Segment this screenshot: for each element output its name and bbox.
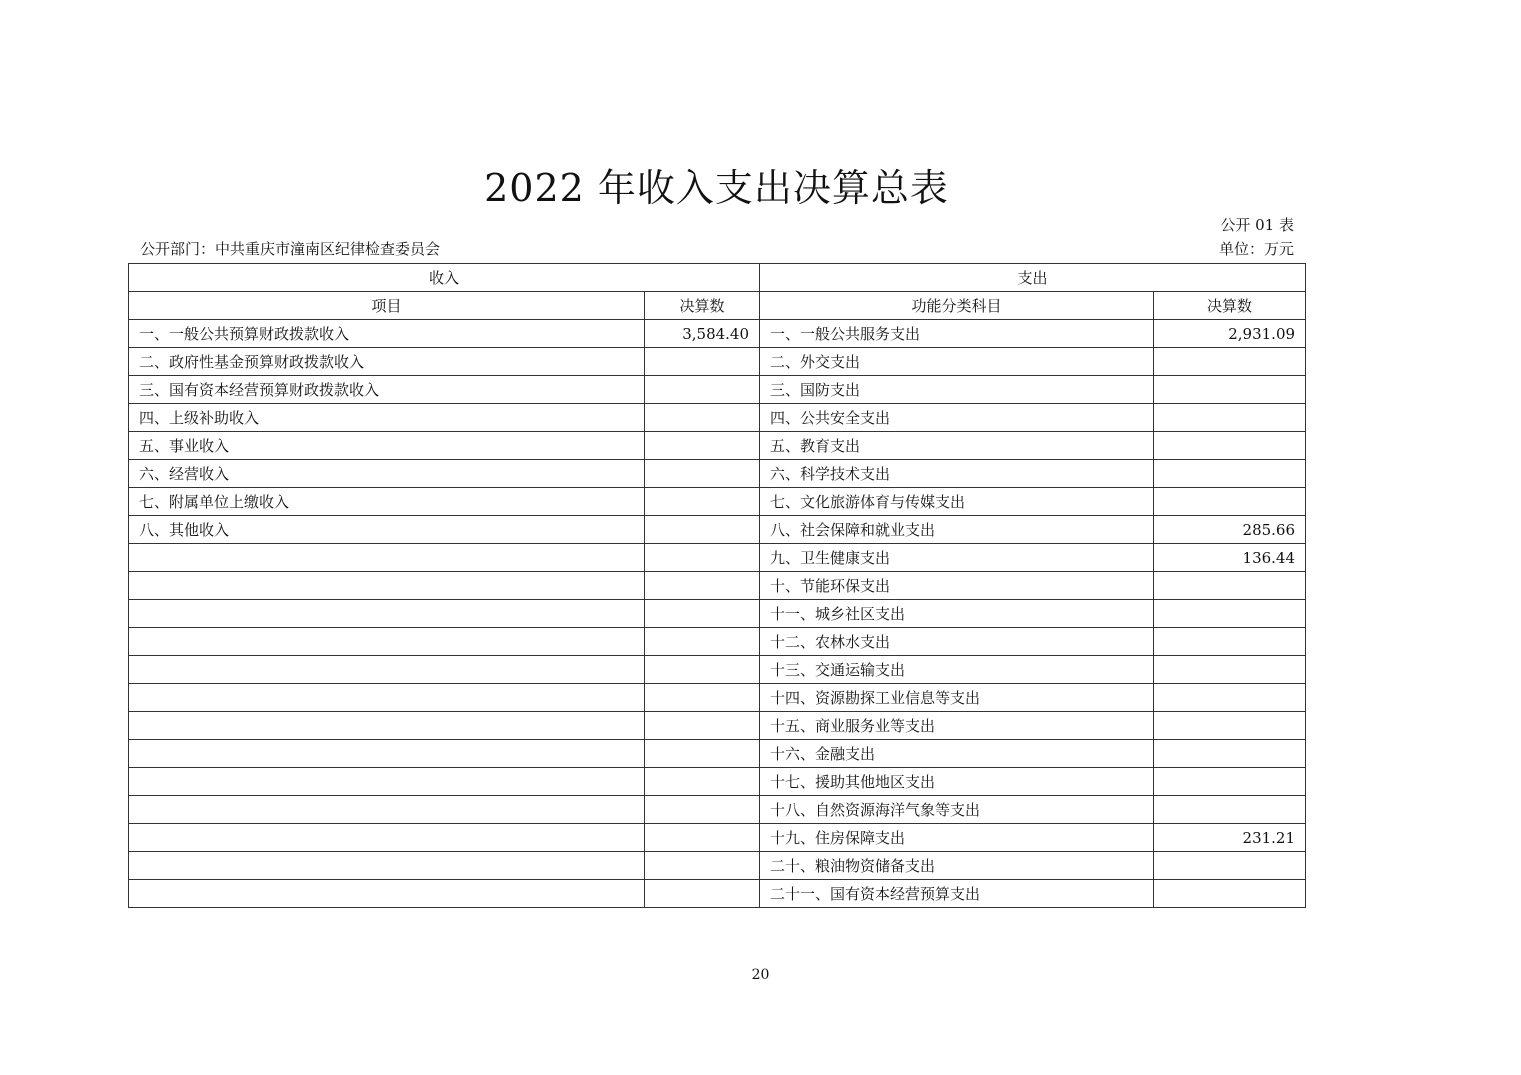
unit-label: 单位：万元	[1218, 240, 1294, 258]
table-row	[129, 404, 1306, 432]
expense-amount-cell	[1154, 572, 1306, 600]
income-item-cell: 二、政府性基金预算财政拨款收入	[129, 348, 645, 376]
expense-item-cell: 十七、援助其他地区支出	[760, 768, 1154, 796]
income-item-cell: 七、附属单位上缴收入	[129, 488, 645, 516]
income-amount-cell	[645, 376, 760, 404]
income-item-cell: 一、一般公共预算财政拨款收入	[129, 320, 645, 348]
table-row	[129, 712, 1306, 740]
table-row	[129, 656, 1306, 684]
income-amount-cell	[645, 712, 760, 740]
expense-item-cell: 九、卫生健康支出	[760, 544, 1154, 572]
expense-amount-cell	[1154, 880, 1306, 908]
form-id-label: 公开 01 表	[1220, 216, 1294, 234]
income-amount-cell	[645, 852, 760, 880]
table-row	[129, 768, 1306, 796]
income-item-cell: 四、上级补助收入	[129, 404, 645, 432]
expense-item-cell: 三、国防支出	[760, 376, 1154, 404]
income-item-cell	[129, 796, 645, 824]
budget-summary-table	[128, 263, 1306, 908]
expense-item-cell: 八、社会保障和就业支出	[760, 516, 1154, 544]
table-row	[129, 628, 1306, 656]
expense-item-cell: 十九、住房保障支出	[760, 824, 1154, 852]
expense-item-cell: 十四、资源勘探工业信息等支出	[760, 684, 1154, 712]
income-amount-cell	[645, 796, 760, 824]
expense-item-cell: 二、外交支出	[760, 348, 1154, 376]
expense-item-cell: 二十一、国有资本经营预算支出	[760, 880, 1154, 908]
expense-item-cell: 七、文化旅游体育与传媒支出	[760, 488, 1154, 516]
expense-group-header: 支出	[760, 264, 1306, 292]
income-item-cell	[129, 852, 645, 880]
expense-amount-cell	[1154, 768, 1306, 796]
table-row	[129, 376, 1306, 404]
income-item-cell	[129, 880, 645, 908]
table-row	[129, 852, 1306, 880]
income-amount-cell: 3,584.40	[645, 320, 760, 348]
income-amount-cell	[645, 768, 760, 796]
expense-item-cell: 二十、粮油物资储备支出	[760, 852, 1154, 880]
expense-amount-cell	[1154, 684, 1306, 712]
column-header-row	[129, 292, 1306, 320]
income-amount-cell	[645, 684, 760, 712]
expense-amount-cell	[1154, 656, 1306, 684]
table-row	[129, 348, 1306, 376]
table-row	[129, 460, 1306, 488]
department-label: 公开部门：中共重庆市潼南区纪律检查委员会	[140, 240, 441, 258]
income-item-cell	[129, 768, 645, 796]
table-row	[129, 544, 1306, 572]
income-amount-cell	[645, 600, 760, 628]
expense-item-cell: 十五、商业服务业等支出	[760, 712, 1154, 740]
income-item-cell	[129, 824, 645, 852]
income-item-cell	[129, 684, 645, 712]
income-amount-cell	[645, 628, 760, 656]
expense-amount-cell	[1154, 740, 1306, 768]
expense-amount-cell	[1154, 712, 1306, 740]
table-row	[129, 572, 1306, 600]
expense-item-cell: 四、公共安全支出	[760, 404, 1154, 432]
expense-item-cell: 十二、农林水支出	[760, 628, 1154, 656]
income-item-cell: 五、事业收入	[129, 432, 645, 460]
income-item-cell: 八、其他收入	[129, 516, 645, 544]
table-row	[129, 880, 1306, 908]
income-amount-cell	[645, 432, 760, 460]
table-body	[129, 320, 1306, 908]
income-item-cell	[129, 600, 645, 628]
expense-amount-cell	[1154, 432, 1306, 460]
expense-amount-cell	[1154, 404, 1306, 432]
income-item-cell	[129, 740, 645, 768]
income-amount-cell	[645, 488, 760, 516]
expense-item-cell: 十、节能环保支出	[760, 572, 1154, 600]
expense-amount-cell: 136.44	[1154, 544, 1306, 572]
expense-amount-cell	[1154, 852, 1306, 880]
expense-item-cell: 十三、交通运输支出	[760, 656, 1154, 684]
income-amount-cell	[645, 516, 760, 544]
income-amount-cell	[645, 740, 760, 768]
income-item-cell	[129, 656, 645, 684]
expense-item-cell: 六、科学技术支出	[760, 460, 1154, 488]
table-row	[129, 740, 1306, 768]
table-row	[129, 684, 1306, 712]
table-row	[129, 796, 1306, 824]
group-header-row	[129, 264, 1306, 292]
expense-item-cell: 一、一般公共服务支出	[760, 320, 1154, 348]
income-amount-cell	[645, 544, 760, 572]
income-amount-header: 决算数	[645, 292, 760, 320]
income-amount-cell	[645, 404, 760, 432]
income-item-cell: 六、经营收入	[129, 460, 645, 488]
page-title: 2022 年收入支出决算总表	[484, 166, 949, 210]
income-item-cell	[129, 628, 645, 656]
income-item-cell	[129, 572, 645, 600]
expense-item-cell: 五、教育支出	[760, 432, 1154, 460]
expense-item-cell: 十八、自然资源海洋气象等支出	[760, 796, 1154, 824]
income-amount-cell	[645, 656, 760, 684]
income-amount-cell	[645, 460, 760, 488]
expense-amount-cell	[1154, 628, 1306, 656]
table-row	[129, 824, 1306, 852]
income-amount-cell	[645, 348, 760, 376]
income-item-cell	[129, 544, 645, 572]
income-amount-cell	[645, 880, 760, 908]
expense-amount-cell: 231.21	[1154, 824, 1306, 852]
income-group-header: 收入	[129, 264, 760, 292]
table-row	[129, 320, 1306, 348]
expense-amount-cell: 2,931.09	[1154, 320, 1306, 348]
page-number: 20	[751, 967, 770, 983]
expense-amount-cell	[1154, 348, 1306, 376]
expense-amount-cell	[1154, 796, 1306, 824]
table-row	[129, 432, 1306, 460]
income-item-header: 项目	[129, 292, 645, 320]
expense-amount-header: 决算数	[1154, 292, 1306, 320]
income-item-cell	[129, 712, 645, 740]
income-item-cell: 三、国有资本经营预算财政拨款收入	[129, 376, 645, 404]
expense-amount-cell	[1154, 376, 1306, 404]
expense-amount-cell: 285.66	[1154, 516, 1306, 544]
expense-item-cell: 十六、金融支出	[760, 740, 1154, 768]
table-row	[129, 488, 1306, 516]
expense-amount-cell	[1154, 460, 1306, 488]
expense-amount-cell	[1154, 600, 1306, 628]
expense-amount-cell	[1154, 488, 1306, 516]
table-row	[129, 600, 1306, 628]
expense-item-header: 功能分类科目	[760, 292, 1154, 320]
income-amount-cell	[645, 824, 760, 852]
income-amount-cell	[645, 572, 760, 600]
expense-item-cell: 十一、城乡社区支出	[760, 600, 1154, 628]
table-row	[129, 516, 1306, 544]
